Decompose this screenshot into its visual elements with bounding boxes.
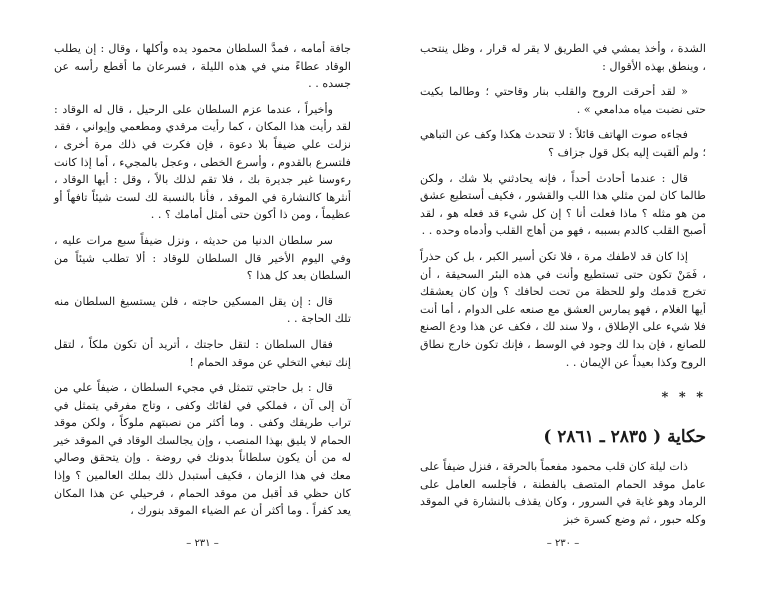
right-page-body [420,40,706,537]
paragraph: سر سلطان الدنيا من حديثه ، ونزل ضيفاً سبع مرات عليه ، وفي اليوم الأخير قال السلطان للوقاد : ألا تطلب شيئاً من السلطان بعد كل هذا ؟ [54,233,351,283]
paragraph: قال : عندما أحادث أحداً ، فإنه يحادثني بلا شك ، ولكن طالما كان لمن مثلي هذا اللب والقشور ، فكيف أستطيع عشق من هو مثله ؟ ماذا فعلت أنا ؟ إن كل شيء قد فعله هو ، لقد أصبح القلب كالدم بسببه ، فهو من أهاج القلب وأدماه وحده . . [420,171,706,238]
section-separator: * * * [661,390,706,406]
paragraph: وأخيراً ، عندما عزم السلطان على الرحيل ، قال له الوقاد : لقد رأيت هذا المكان ، كما رأيت مرقدي ومطعمي وإيواني ، فقد نزلت علي ضيفاً بلا دعوة ، فإن فكرت في ذلك مرة أخرى ، فلتسرع بالقدوم ، وأسرع الخطى ، وعجل بالمجيء ، أما إذا كانت رءوسنا غير جديرة بك ، فلا تقم لذلك بالاً ، وقل : أيها الوقاد ، أنثرها كالنشارة في الموقد ، فأنا بالنسبة لك لست شيئاً تافهاً أو عظيماً ، ومن ذا أكون حتى أمثل أمامك ؟ . . [54,102,351,222]
paragraph: إذا كان قد لاطفك مرة ، فلا تكن أسير الكبر ، بل كن حذراً ، فَمَنْ تكون حتى تستطيع وأنت في هذه البئر السحيقة ، أن تخرج قدمك ولو للحظة من تحت لحافك ؟ وإن كان يعشقك أيها الغلام ، فهو يمارس العشق مع صنعه على الدوام ، أما أنت فلا شيء على الإطلاق ، ولا سند لك ، فكف عن هذا ودع الصنع للصانع ، فإن بدا لك وجود في الوسط ، فإنك تكون خارج نطاق الروح وكذا بعيداً عن الإيمان . . [420,249,706,369]
left-page [54,0,351,599]
verse-quote: « لقد أحرقت الروح والقلب بنار وقاحتي ؛ وطالما بكيت حتى نضبت مياه مدامعي » . [420,85,706,116]
paragraph: جافة أمامه ، فمدَّ السلطان محمود يده وأكلها ، وقال : إن يطلب الوقاد عطاءً مني في هذه الليلة ، فسرعان ما أقطع رأسه عن جسده . . [54,42,351,91]
paragraph: ذات ليلة كان قلب محمود مفعماً بالحرقة ، فنزل ضيفاً على عامل موقد الحمام المتصف بالفطنة ، فأجلسه العامل على الرماد وهو غاية في السرور ، وكان يقذف بالنشارة في الموقد وكله حبور ، ثم وضع كسرة خبز [420,460,706,527]
paragraph: فجاءه صوت الهاتف قائلاً : لا تتحدث هكذا وكف عن التباهي ؛ ولم ألقيت إليه بكل قول جزاف ؟ [420,128,706,159]
left-page-body [54,40,351,528]
paragraph: فقال السلطان : لتقل حاجتك ، أتريد أن تكون ملكاً ، لتقل إنك تبغي التخلي عن موقد الحمام ! [54,337,351,369]
paragraph: قال : إن يقل المسكين حاجته ، فلن يستسيغ السلطان منه تلك الحاجة . . [54,294,351,326]
page-number: – ٢٣٠ – [546,538,580,549]
section-heading: حكاية ( ٢٨٣٥ ـ ٢٨٦١ ) [543,426,706,447]
right-page [420,0,706,599]
page-number: – ٢٣١ – [186,538,219,549]
paragraph: قال : بل حاجتي تتمثل في مجيء السلطان ، ضيفاً علي من آن إلى آن ، فملكي في لقائك وكفى ، وتاج مفرقي يتمثل في تراب طريقك وكفى . وما أكثر من نصبتهم ملوكاً ، ولكن موقد الحمام لا يليق بهذا المنصب ، وإن يجالسك الوقاد في الموقد خير له من أن يكون سلطاناً بدونك في روضة . وإن يتحقق وصالي معك في هذا الزمان ، فكيف أستبدل ذلك بملك العالمين ؟ وإذا كان حظي قد أقبل من موقد الحمام ، فرحيلي عن هذا المكان يعد كفراً . وما أكثر أن عم الضياء الموقد بنورك ، [54,381,351,518]
paragraph: الشدة ، وأخذ يمشي في الطريق لا يقر له قرار ، وظل ينتحب ، وينطق بهذه الأقوال : [420,42,706,73]
